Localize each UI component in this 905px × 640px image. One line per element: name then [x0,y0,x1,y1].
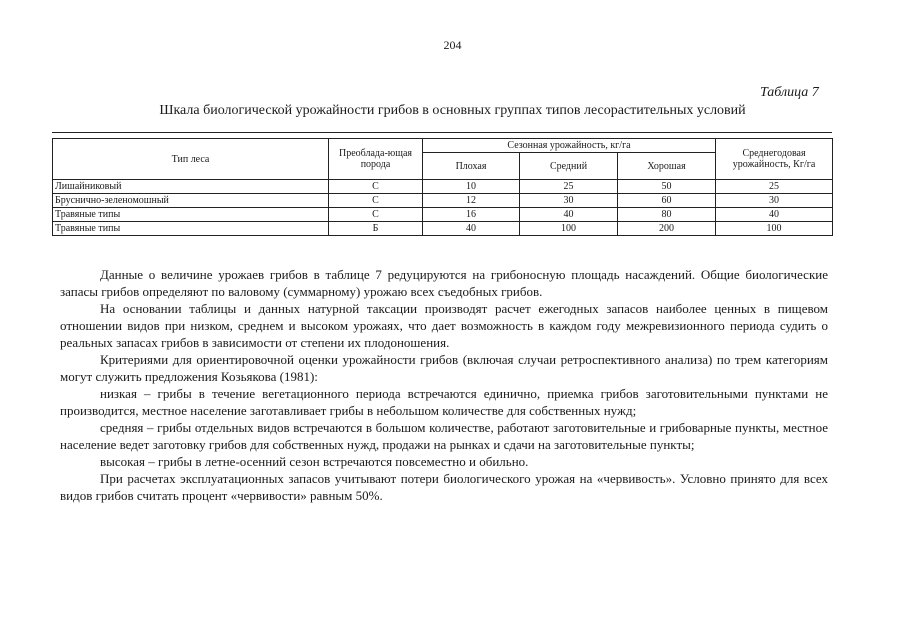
cell-poor: 16 [423,208,520,222]
header-forest-type: Тип леса [53,139,329,180]
cell-good: 200 [618,222,716,236]
cell-poor: 12 [423,194,520,208]
body-text [60,266,828,504]
cell-good: 80 [618,208,716,222]
cell-medium: 100 [520,222,618,236]
cell-medium: 30 [520,194,618,208]
paragraph: При расчетах эксплуатационных запасов учитывают потери биологического урожая на «червивость». Условно принято для всех видов грибов считать процент «червивости» равным 50%. [60,471,828,503]
paragraph: На основании таблицы и данных натурной таксации производят расчет ежегодных запасов наиболее ценных в пищевом отношении видов при низком, среднем и высоком урожаях, что дает возможность в каждом году межревизионного периода судить о реальных запасах грибов в зависимости от степени их плодоношения. [60,301,828,350]
table-row [53,194,833,208]
yield-table [52,138,833,236]
header-poor: Плохая [423,153,520,180]
table-label: Таблица 7 [760,85,819,100]
cell-average: 30 [716,194,833,208]
title-rule [52,132,832,133]
cell-forest-type: Лишайниковый [53,180,329,194]
header-average-yield: Среднегодовая урожайность, Кг/га [716,139,833,180]
cell-poor: 10 [423,180,520,194]
table-row [53,208,833,222]
table-row [53,222,833,236]
cell-species: С [329,180,423,194]
header-seasonal-yield: Сезонная урожайность, кг/га [423,139,716,153]
table-row [53,180,833,194]
cell-average: 25 [716,180,833,194]
table-title: Шкала биологической урожайности грибов в основных группах типов лесорастительных условий [159,103,746,118]
paragraph-criterion-medium: средняя – грибы отдельных видов встречаются в большом количестве, работают заготовительные и грибоварные пункты, местное население ведет заготовку грибов для собственных нужд, продажи на рынках и сдачи на заготовительные пункты; [60,420,828,452]
cell-good: 60 [618,194,716,208]
cell-forest-type: Бруснично-зеленомошный [53,194,329,208]
cell-forest-type: Травяные типы [53,222,329,236]
cell-medium: 25 [520,180,618,194]
cell-poor: 40 [423,222,520,236]
cell-good: 50 [618,180,716,194]
cell-average: 100 [716,222,833,236]
paragraph-criterion-low: низкая – грибы в течение вегетационного периода встречаются единично, приемка грибов заготовительными пунктами не производится, местное население заготавливает грибы в небольшом количестве для собственных нужд; [60,386,828,418]
paragraph: Данные о величине урожаев грибов в таблице 7 редуцируются на грибоносную площадь насаждений. Общие биологические запасы грибов определяют по валовому (суммарному) урожаю всех съедобных грибов. [60,267,828,299]
header-medium: Средний [520,153,618,180]
cell-species: С [329,208,423,222]
paragraph-criterion-high: высокая – грибы в летне-осенний сезон встречаются повсеместно и обильно. [100,454,529,469]
header-good: Хорошая [618,153,716,180]
cell-species: Б [329,222,423,236]
header-predominant-species: Преоблада-ющая порода [329,139,423,180]
cell-average: 40 [716,208,833,222]
cell-forest-type: Травяные типы [53,208,329,222]
cell-medium: 40 [520,208,618,222]
page-number: 204 [443,38,462,52]
cell-species: С [329,194,423,208]
paragraph: Критериями для ориентировочной оценки урожайности грибов (включая случаи ретроспективного анализа) по трем категориям могут служить предложения Козьякова (1981): [60,352,828,384]
